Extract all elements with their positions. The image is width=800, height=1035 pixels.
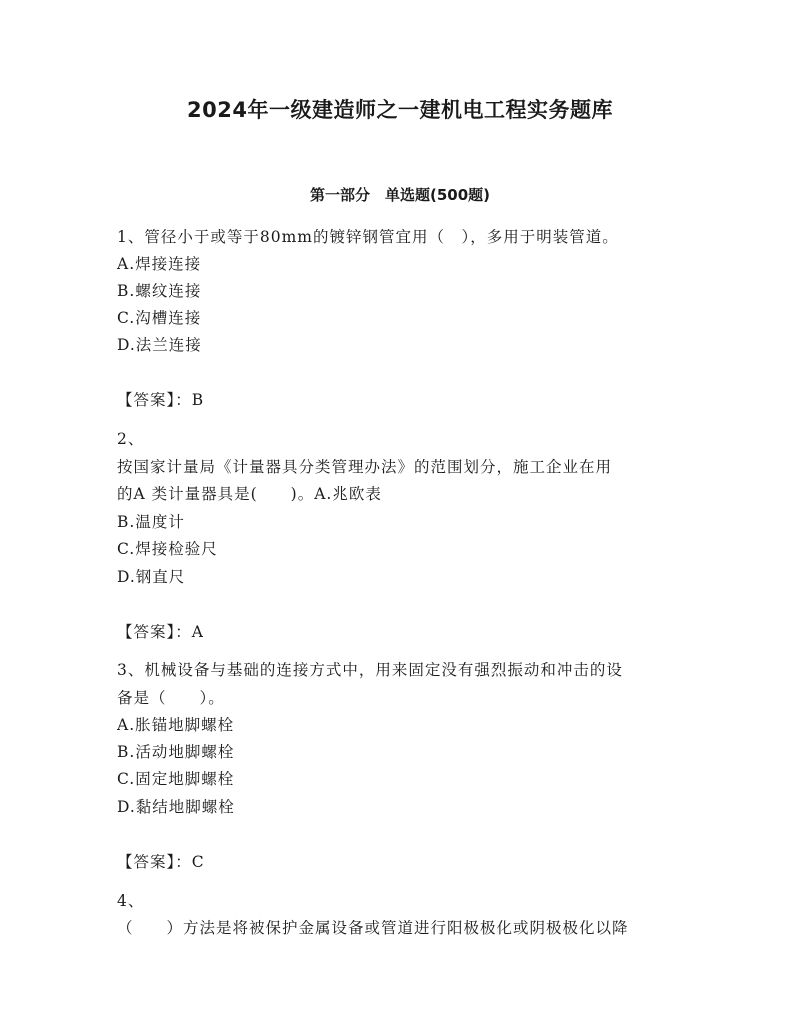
question-2-option-d: D.钢直尺 — [117, 568, 186, 586]
question-2-number: 2、 — [117, 430, 145, 448]
question-3-option-b: B.活动地脚螺栓 — [117, 743, 235, 761]
question-2-stem-line-1: 按国家计量局《计量器具分类管理办法》的范围划分，施工企业在用 — [117, 458, 613, 476]
question-1-option-c: C.沟槽连接 — [117, 309, 202, 327]
question-4-number: 4、 — [117, 892, 145, 910]
question-3-stem-line-1: 3、机械设备与基础的连接方式中，用来固定没有强烈振动和冲击的设 — [117, 661, 623, 679]
section-title: 第一部分 单选题(500题) — [309, 186, 491, 204]
question-4-stem-line-1: （ ）方法是将被保护金属设备或管道进行阳极极化或阴极极化以降 — [117, 919, 629, 937]
question-2-answer: 【答案】：A — [117, 623, 204, 641]
question-1-answer: 【答案】：B — [117, 391, 205, 409]
question-3-stem-line-2: 备是（ ）。 — [117, 689, 225, 707]
question-3-option-a: A.胀锚地脚螺栓 — [117, 716, 235, 734]
question-3-answer: 【答案】：C — [117, 853, 205, 871]
question-1-option-a: A.焊接连接 — [117, 255, 202, 273]
question-1-option-d: D.法兰连接 — [117, 336, 202, 354]
question-1-stem: 1、管径小于或等于80mm的镀锌钢管宜用（ ），多用于明装管道。 — [117, 228, 619, 246]
question-1-option-b: B.螺纹连接 — [117, 282, 202, 300]
question-3-option-d: D.黏结地脚螺栓 — [117, 798, 235, 816]
document-title: 2024年一级建造师之一建机电工程实务题库 — [187, 98, 613, 122]
question-2-stem-line-2: 的A 类计量器具是( )。A.兆欧表 — [117, 485, 382, 503]
question-3-option-c: C.固定地脚螺栓 — [117, 770, 235, 788]
question-2-option-b: B.温度计 — [117, 513, 185, 531]
question-2-option-c: C.焊接检验尺 — [117, 540, 218, 558]
